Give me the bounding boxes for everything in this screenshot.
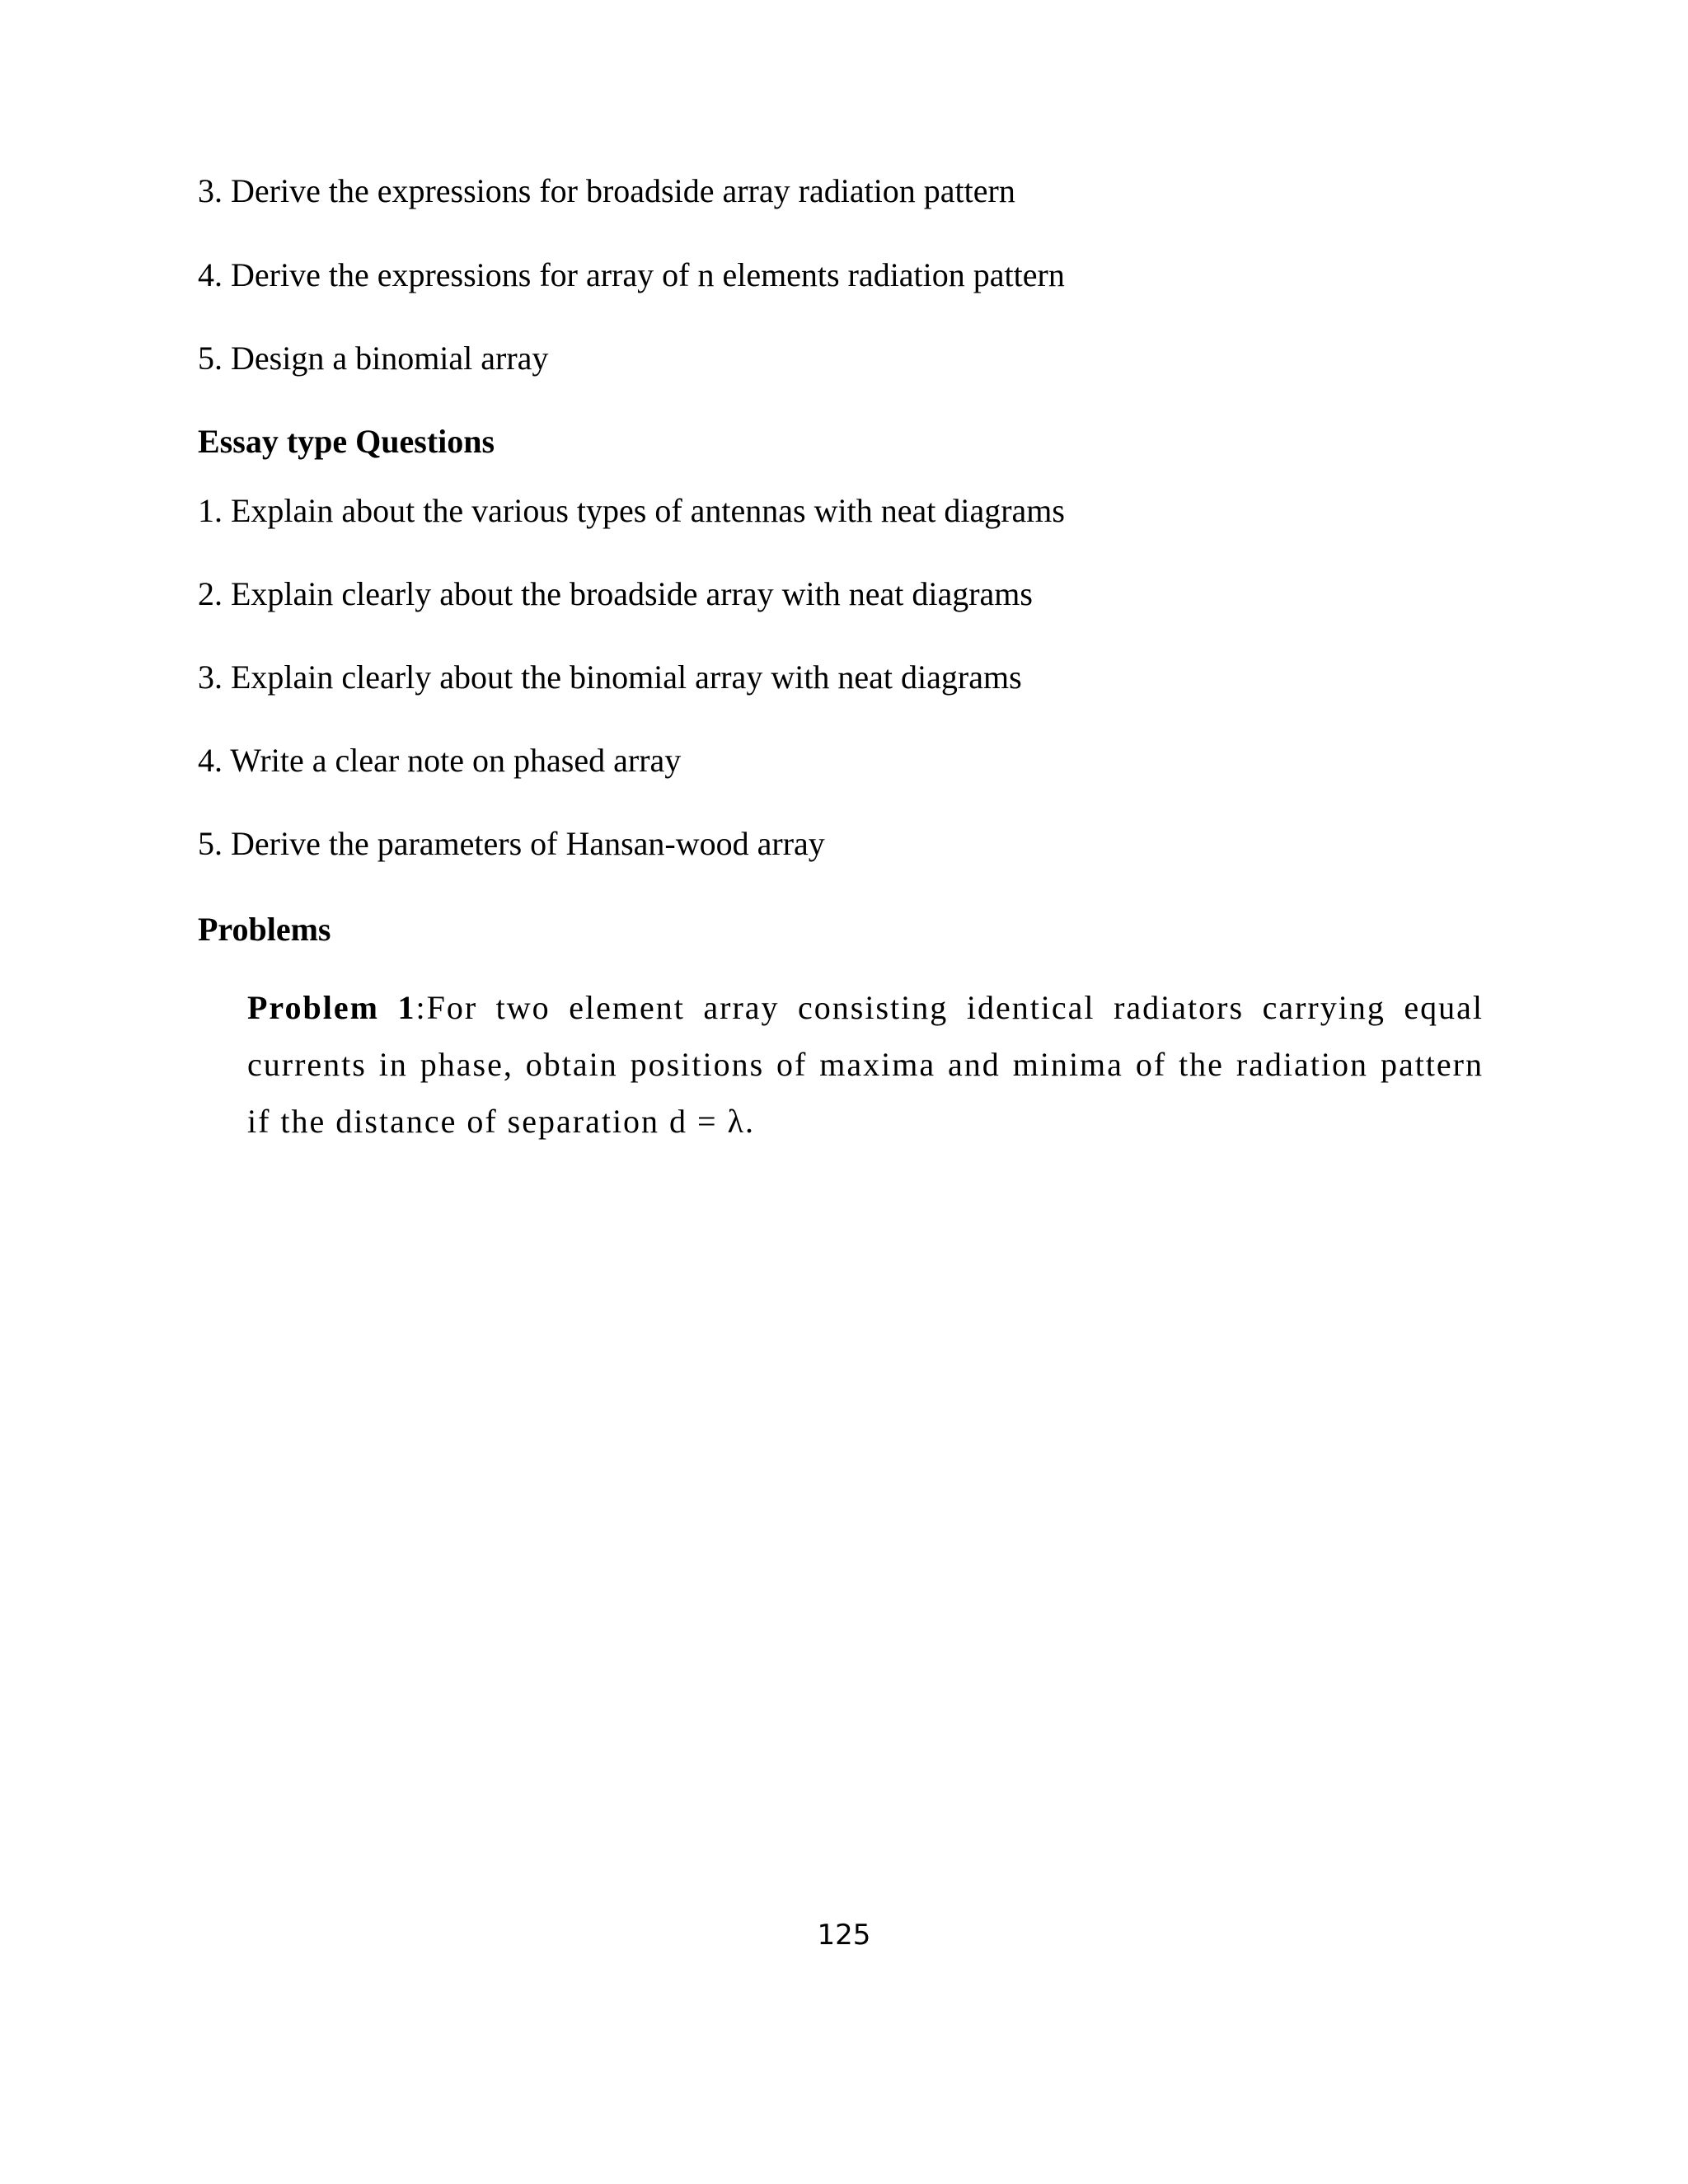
short-question-4: 4. Derive the expressions for array of n elements radiation pattern xyxy=(198,256,1065,293)
short-question-3: 3. Derive the expressions for broadside array radiation pattern xyxy=(198,172,1015,209)
problems-heading: Problems xyxy=(198,911,331,948)
essay-questions-heading: Essay type Questions xyxy=(198,423,495,460)
essay-question-3: 3. Explain clearly about the binomial array with neat diagrams xyxy=(198,658,1022,696)
essay-question-1: 1. Explain about the various types of antennas with neat diagrams xyxy=(198,492,1065,529)
short-question-5: 5. Design a binomial array xyxy=(198,340,549,377)
essay-question-5: 5. Derive the parameters of Hansan-wood array xyxy=(198,825,825,862)
page-number: 125 xyxy=(817,1919,871,1952)
problem-1-text: :For two element array consisting identical radiators carrying equal currents in phase, obtain positions of maxima and minima of the radiation pattern if the distance of separation d = λ. xyxy=(247,989,1484,1140)
problem-1 xyxy=(247,979,1484,1150)
problem-1-label: Problem 1 xyxy=(247,989,416,1026)
essay-question-2: 2. Explain clearly about the broadside array with neat diagrams xyxy=(198,575,1033,612)
essay-question-4: 4. Write a clear note on phased array xyxy=(198,742,682,779)
